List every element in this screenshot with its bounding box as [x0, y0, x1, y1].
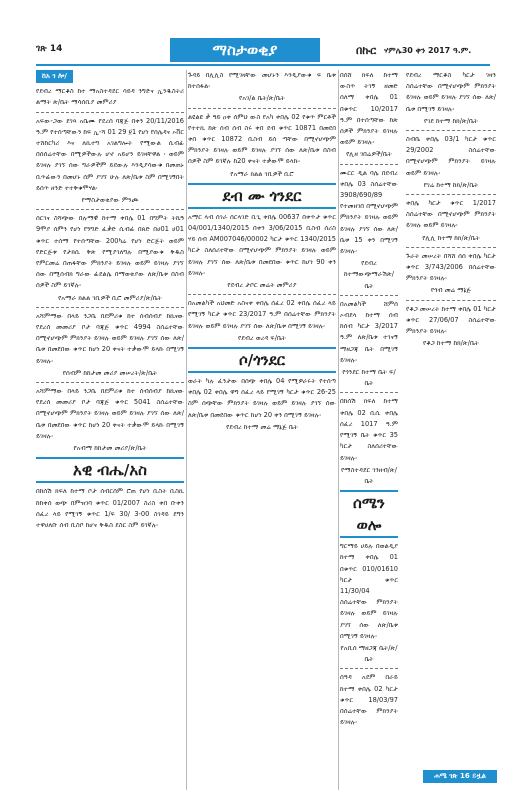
- notice: [36, 311, 184, 379]
- notice-signature: የሊሊ ከተማ ከክ/ጽ/ቤት: [422, 233, 480, 242]
- notice: [406, 304, 496, 350]
- notice-separator: [340, 668, 398, 669]
- notice: [340, 70, 398, 161]
- notice-body: አሻምማው በላይ ንጋቤ በደምሪቁ ከተ ሰብሰብያ ከኪናው የደረሰ መመሪያ ቦታ ባጃጅ ቁጥር 4994 ስሰሬተቸው በሚኖሆጭም ምክንያት ይገዛሉ ወይም ይገዛሉ ያገኘ ሰው ለጽ/ቤቱ በመደበው ቁጥር ከሆነ 20 ቀናት ተቃውሞ ይላኩ በሚገኝ ይገዛሉ፡: [36, 311, 184, 365]
- notice: [406, 134, 496, 191]
- notice-body: በከሰሽ ክፍለ ከተማ ቦታ ሰብርሰም ሮጠ የሆነ ቢስት ቢስኪ ከከቀሰ ወጭ በምዝገባ ቁጥር 01/2007 ስሪስ ቀበ ቡቀን ሰፈረ ላይ የሚገኝ ቁጥር 1/ፍ 30/ 3-00 ስገዳይ ደግን ተዋሀለቡ ሰብ ቢስቦ ከሆና ቅዱስ ደስር ስም ይገኛሉ፡: [36, 487, 184, 529]
- notice-body: ጉዳይ በሊሊስ የሚገዛቸው መሆኑን እንዲያውቁ ፍ ቤቱ ከተሰፋል፡: [188, 71, 336, 91]
- notice-body: አፍው-ጋው ደገጻ አቤሙ የደረሰ ባጃጅ በቀን 20/11/2016 ዓ.ም የተሰጣቸውን ከፍ ኢ-ሻ 01 29 ፱1 የሆነ የሰሌዳና ኦቨር ተሸከርካሪ እና ለኪተግ አገልግሎት የሚውል ሲብፊ በሰሰሬተቸው በሚዎችውሉ ሆኖ አይሆን ይገዛቸዋል ፡ ወይም ይገዛሉ ያገኘ ሰው ግራዎችም ይደውሉ እንዲያሳውቁ በመጠኑ ቢጥፊውን በመሆኑ ሰም ያገኘ ሁሉ ለጽ/ቤቱ ስም በሚገኝበት ይሰጥ ዘንድ ተተቅቁሞሃል፡: [36, 116, 184, 192]
- city-heading-son-gonder: ሶ/ጎንደር: [188, 347, 336, 373]
- notice-signature: የገደ ከተማ ከክ/ጽ/ቤት: [424, 116, 478, 125]
- notice: [340, 672, 398, 728]
- column-2: [188, 70, 336, 792]
- notice: [188, 212, 336, 291]
- notice-signature: የአማራ ክልል ገቢዎች ቢሮ መምሪያ/ጽ/ቤት: [58, 293, 162, 302]
- notice-signature: የደብረ ከተማውጭማራሽጽ/ቤት: [343, 259, 394, 290]
- section-masthead: ማስታወቂያ: [170, 38, 320, 62]
- notice: [188, 376, 336, 433]
- notice-body: ወራት ካሉ ፈንታው በሰጭ ቀበሌ 04 የሚዎራሩት የተሰጣ ቀበሌ 02 ቀበሌ ዋግ ሰፈረ ላይ የሚገኝ ካርታ ቁጥር 26-25 ስም ሰጭቸው ምክንያት ይገዛሉ ወይም ይገዛሉ ያገኘ ሰው ለጽ/ቤቱ በመደበው ቁጥር ከሆነ 20 ቀን በሚገኝ ይገዛሉ፡: [188, 377, 336, 419]
- page-number: ገጽ 14: [36, 44, 63, 54]
- notice-separator: [340, 164, 398, 165]
- column-divider: [186, 70, 187, 790]
- notice-signature: የአብማ ከከታመ መሪያ/ጽ/ቤት: [73, 444, 147, 453]
- notice-separator: [340, 295, 398, 296]
- notice-body: ስብቤ ቀበሌ 03/1 ካርታ ቁጥር 29/2002 ስሰሬተቸው በሚኖሆጭም ምክንያት ይገዛሉ ወይም ይገዛሉ፡: [406, 135, 496, 177]
- notice-body: አማር ላብ ሰገራ ሰርላገድ ቢጊ ቀበሌ 00637 በቀጥታ ቁጥር 04/001/1340/2015 በቀን 3/06/2015 ቢስብ ሰሪስ ሃይ ሰብ AM007046/00002 ካርታ ቁጥር 1340/2015 ካርታ ስለሰሪተቸው በሚኖሆጭም ምክንያት ይገዛሉ ወይም ይገዛሉ ያገኘ ሰው ለጽ/ቤቱ በመደበው ቁጥር ከሆነ 90 ቀን ይገዛሉ፡: [188, 212, 336, 277]
- city-heading-debre-markos: ደብ ሙ ጎንደር: [188, 183, 336, 209]
- section-tab: ከአ ገ ሎ/: [36, 70, 73, 83]
- notice-signature: የአገ/ል ቤት/ጽ/ቤት: [239, 94, 285, 103]
- notice-separator: [36, 209, 184, 210]
- notice-body: ሰዓዳ አደም በራይ ከተማ ቀበሌ 02 ካርታ ቁጥር 18/03/97 በሰሬተቸው ምክንያት ይገዛሉ፡: [340, 673, 398, 727]
- issue-date: ሃምሌ30 ቀን 2017 ዓ.ም.: [384, 46, 472, 55]
- notice-body: በከሰሽ ክፍለ ከተማ ቀበሌ 02 ቢሲ ቀበሌ ሰፈረ 1017 ዓ.ም የሚገኝ ቤት ቁጥር 35 ካርታ ስለሰሪተቸው ይገዛሉ፡: [340, 397, 398, 462]
- notice-signature: የማስተዳደር ገንዘብ/ጽ/ቤት: [341, 465, 397, 485]
- notice: [340, 541, 398, 665]
- notice-signature: የደብረ ታቦር መሬት መምሪያ: [227, 281, 297, 290]
- notice: [188, 70, 336, 105]
- notice-separator: [36, 382, 184, 383]
- notice: [188, 112, 336, 180]
- notice-signature: የአማራ ክልል ገቢዎች ቢሮ: [230, 169, 294, 178]
- notice-separator: [406, 194, 496, 195]
- notice-body: የቆጋ መሠረት ከተማ ቀበሌ 01 ካርታ ቁጥር 27/06/07 ስሰሬተቸው ምክንያት ይገዛሉ፡: [406, 304, 496, 336]
- notice: [188, 298, 336, 344]
- notice-separator: [188, 108, 336, 109]
- page-footer-note: ሐሜ ገጽ 16 ይዟል: [423, 770, 497, 783]
- column-1: [36, 70, 184, 792]
- city-heading-semen-wollo: ሰሜን ወሎ: [340, 490, 398, 538]
- notice-body: ሙርር ዲል ባሌ በደብረ ቀበሌ 03 ስሰሬተቸው 3908/690/89 የተመዘገበ በሚኖሆጭም ምክንያት ይገዛሉ ወይም ይገዛሉ ያገኘ ሰው ለጽ/ቤቱ 15 ቀን በሚገኝ ይገዛሉ፡: [340, 168, 398, 256]
- header-rule: [36, 64, 490, 66]
- notice: [406, 198, 496, 244]
- notice-separator: [188, 294, 336, 295]
- notice: [340, 299, 398, 390]
- notice-signature: የደብረ ከተማ መሬ ማኔጅ ቤት: [226, 422, 298, 431]
- notice-signature: የገሬ ከተማ ከክ/ጽ/ቤት: [423, 180, 479, 189]
- newspaper-name: በኩር: [356, 44, 377, 57]
- notice-body: ቀበሌ ካርታ ቁጥር 1/2017 ስሰሬተቸው በሚኖሆጭም ምክንያት ይገዛሉ ወይም ይገዛሉ፡: [406, 199, 496, 230]
- notice-signature: የማስታወቂያው ምንጮ: [81, 196, 139, 205]
- notice-body: ሰርገና ስሻጭው በሉማዊ ከተማ ቀበሌ 01 በግምት ትኬዓ 9ሞያ ሰምን የሆነ የንግድ ፈቃድ ሲብፊ በጸድ በሀ01 ሀ01 ቁጥር ተሰማ የተሰጣቸው 200ካሬ የሆነ ድርጅት ወይም የድርጅቱ የታክሲ ቅጽ የሚያገለግሉ በሚያውቁ ቅዱስ የምርመሬ በጠፋቸው ምክንያት ይገዛሉ ወይም ይገዛሉ ያገኘ ሰው በሚሰብክ ግራው ፊደልሌ በማወቂያው ለጽ/ቤቱ በስብ ሰዎች ስም ይገኛሉ፡: [36, 214, 184, 290]
- notice-signature: የደብረ ወረዳ ፍ/ቤት: [237, 333, 287, 342]
- city-heading-adi-bahir: አዊ ብሔ/አስ: [36, 457, 184, 483]
- notice-separator: [36, 112, 184, 113]
- page-header: [0, 0, 515, 62]
- notice-body: በአመልካች ሸምሰ ኦብደላ ከተማ ሰብ ከሰብ ካርታ 3/2017 ዓ.ም ለጽ/ቤቱ ተገናኝ ማዘጋጃ ቤት በሚገኝ ይገዛሉ፡: [340, 299, 398, 364]
- notice-body: አሻምማው በላይ ንጋቤ በደምሪቁ ከተ ሰብሰብያ ከኪናው የደረሰ መመሪያ ቦታ ባጃጅ ቁጥር 5041 ስሰሬተቸው በሚኖሆጭም ምክንያት ይገዛሉ ወይም ይገዛሉ ያገኘ ሰው ለጽ/ቤቱ በመደበው ቁጥር ከሆነ 20 ቀናት ተቃውሞ ይላኩ በሚገኝ ይገዛሉ፡: [36, 387, 184, 440]
- notice-body: ግርማይ ሀይሉ በወልዲያ ከተማ ቀበሌ 01 በቁጥር 010/01610 ካርታ ቁጥር 11/30/04 ስሰሬተቸው ምክንያት ይገዛሉ ወይም ይገዛሉ ያገኘ ሰው ለጽ/ቤቱ በሚገኝ ይገዛሉ፡: [340, 542, 398, 640]
- column-3: [340, 70, 398, 792]
- notice-signature: የጎብ መሬ ማኔጅ: [430, 286, 472, 295]
- notice: [36, 386, 184, 454]
- notice-separator: [406, 247, 496, 248]
- column-4: [406, 70, 496, 764]
- notice: [36, 486, 184, 531]
- notice-body: ጉራት መሠረት በሻሸ ሰሰ ቀበሌ ካርታ ቁጥር 3/743/2006 በሰሬተቸው ምክንያት ይገዛሉ፡: [406, 251, 496, 283]
- notice: [340, 168, 398, 292]
- notice-signature: የቆጋ ከተማ ከክ/ጽ/ቤት: [423, 339, 479, 348]
- notice-separator: [36, 307, 184, 308]
- notice-body: የደብረ ማርቆስ ከተ ማአስተዳደር ሳይዳ ንግድና ኢንዱስትሪ ልማት ጽ/ቤት ማሳሰቢያ መምሪያ: [36, 87, 184, 107]
- notice: [36, 116, 184, 207]
- notice-signature: የሊዘ ገበሬዎች/ቤት: [346, 150, 392, 159]
- notice-signature: የሰብም ከከታመ መሪያ መሠረት/ጽ/ቤት: [62, 368, 158, 377]
- notice-signature: የጎንደር ከተማ ቤት ፍ/ቤት: [342, 368, 396, 388]
- notice: [36, 86, 184, 108]
- notice-body: ልዩልዩ ቃ ዓይ ዐቀ ሰምህ ውስ የአካ ቀበሌ 02 የቁጥ ምርቶች የተተኪ ከጽ ሰብ ሰብ ስሩ ቀበ ደብ ቁጥር 10871 በመደበ ቀበ ቁጥር 10872 ቢስብ ይሰ ጣቸው በሚኖሆጭም ምክንያት ይገዛሉ ወይም ይገዛሉ ያገኘ ሰው ለጽ/ቤቱ በስብ ሰዎች ስም ይገኛሉ ከ20 ቀናት ተቃውሞ ይላኩ፡: [188, 112, 336, 166]
- notice: [340, 396, 398, 487]
- notice: [36, 213, 184, 304]
- column-divider: [338, 70, 339, 790]
- notice-signature: የአቢሰ ማዘጋጃ ቤት/ጽ/ቤት: [340, 643, 398, 664]
- notice-separator: [340, 392, 398, 393]
- notice-body: በአመልካች አህመድ አስናቀ ቀበሌ ሰፈረ 02 ቀበሌ ሰፈረ ላይ የሚገኝ ካርታ ቁጥር 23/2017 ዓ.ም በሰሬተቸው ምክንያት ይገዛሉ ወይም ይገዛሉ ያገኘ ሰው ለጽ/ቤቱ በሚገኝ ይገዛሉ፡: [188, 299, 336, 330]
- notice-separator: [406, 300, 496, 301]
- notice-separator: [406, 130, 496, 131]
- notice-body: በሰሸ ክፍለ ከተማ ውስጥ ትገኝ ዘመድ ሰለማ ቀበሌ 01 በቁጥር 10/2017 ዓ.ም በተሰጣቸው ከጽ ሰዎች ምክንያት ይገዛሉ ወይም ይገዛሉ፡: [340, 71, 398, 147]
- notice: [406, 70, 496, 127]
- notice-body: የደብረ ማርቆስ ካርታ ገዛን ስሰሬተቸው በሚኖሆጭም ምክንያት ይገዛሉ ወይም ይገዛሉ ያገኘ ሰው ለጽ/ቤቱ በሚገኝ ይገዛሉ፡: [406, 71, 496, 113]
- notice: [406, 251, 496, 297]
